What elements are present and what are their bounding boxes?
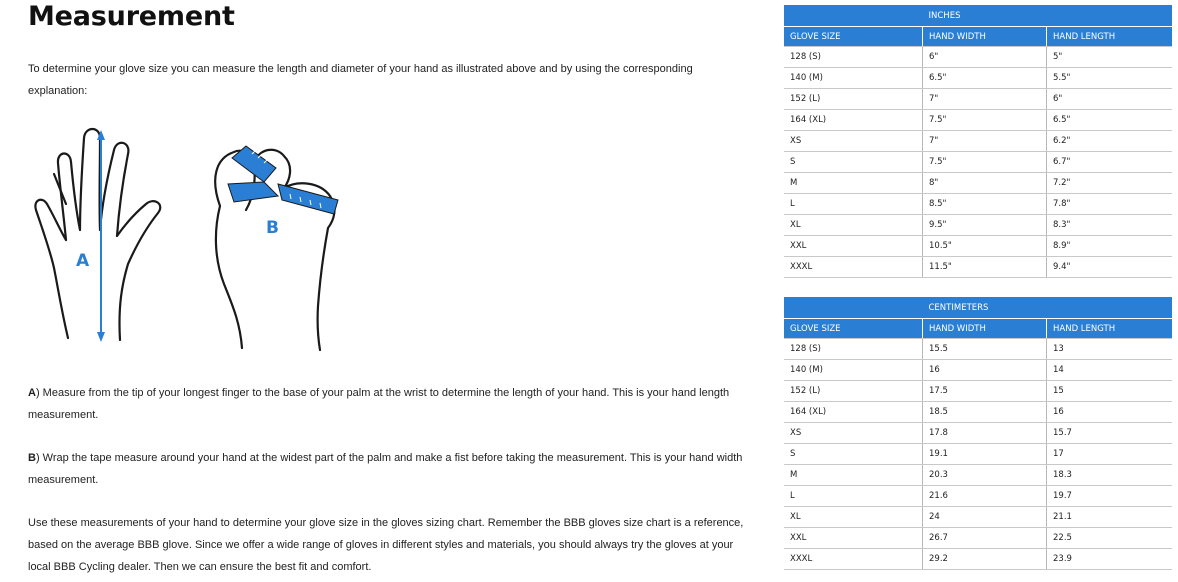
usage-note: Use these measurements of your hand to determine your glove size in the gloves sizing chart. Remember the BBB gloves size chart is a reference, based on the average BBB glove. Since we offer a wide range of gloves in different styles and materials, you should always try the gloves at your local BBB Cycling dealer. Then we can ensure the best fit and comfort. <box>28 517 744 573</box>
col-header-glove-size: GLOVE SIZE <box>784 319 923 339</box>
cell-size: XXXL <box>784 257 923 278</box>
cell-width: 10.5" <box>923 236 1047 257</box>
cell-width: 17.5 <box>923 381 1047 402</box>
col-header-hand-width: HAND WIDTH <box>923 319 1047 339</box>
cell-size: 128 (S) <box>784 47 923 68</box>
cell-size: L <box>784 194 923 215</box>
fist-icon <box>215 150 334 350</box>
cell-width: 16 <box>923 360 1047 381</box>
table-row <box>784 528 1172 549</box>
cell-width: 7.5" <box>923 110 1047 131</box>
cell-size: XS <box>784 131 923 152</box>
cell-width: 24 <box>923 507 1047 528</box>
table-row <box>784 173 1172 194</box>
cell-length: 15 <box>1047 381 1173 402</box>
table-row <box>784 507 1172 528</box>
cell-width: 15.5 <box>923 339 1047 360</box>
cell-width: 29.2 <box>923 549 1047 570</box>
cell-size: XL <box>784 507 923 528</box>
table-row <box>784 215 1172 236</box>
cell-width: 7" <box>923 131 1047 152</box>
cell-width: 7" <box>923 89 1047 110</box>
cell-width: 8" <box>923 173 1047 194</box>
cell-length: 18.3 <box>1047 465 1173 486</box>
cell-length: 14 <box>1047 360 1173 381</box>
table-row <box>784 194 1172 215</box>
unit-label-centimeters: CENTIMETERS <box>923 297 1047 319</box>
table-row <box>784 402 1172 423</box>
col-header-glove-size: GLOVE SIZE <box>784 27 923 47</box>
cell-size: S <box>784 444 923 465</box>
size-chart-centimeters <box>784 297 1172 570</box>
cell-size: XS <box>784 423 923 444</box>
cell-width: 20.3 <box>923 465 1047 486</box>
cell-length: 17 <box>1047 444 1173 465</box>
cell-length: 8.3" <box>1047 215 1173 236</box>
unit-label-inches: INCHES <box>923 5 1047 27</box>
cell-length: 7.2" <box>1047 173 1173 194</box>
header-row <box>784 319 1172 339</box>
length-arrow-icon <box>97 130 105 342</box>
cell-length: 15.7 <box>1047 423 1173 444</box>
cell-width: 8.5" <box>923 194 1047 215</box>
table-row <box>784 486 1172 507</box>
table-row <box>784 549 1172 570</box>
header-row <box>784 27 1172 47</box>
instruction-a <box>28 382 758 426</box>
cell-length: 6" <box>1047 89 1173 110</box>
cell-width: 26.7 <box>923 528 1047 549</box>
unit-row <box>784 5 1172 27</box>
cell-size: XXL <box>784 528 923 549</box>
cell-size: XXXL <box>784 549 923 570</box>
table-row <box>784 152 1172 173</box>
instruction-a-letter: A <box>28 387 36 399</box>
table-row <box>784 381 1172 402</box>
instruction-b <box>28 447 758 491</box>
table-row <box>784 110 1172 131</box>
cell-length: 6.5" <box>1047 110 1173 131</box>
cell-length: 5.5" <box>1047 68 1173 89</box>
table-row <box>784 465 1172 486</box>
cell-width: 7.5" <box>923 152 1047 173</box>
table-row <box>784 236 1172 257</box>
cell-size: S <box>784 152 923 173</box>
cell-width: 21.6 <box>923 486 1047 507</box>
cell-size: 140 (M) <box>784 360 923 381</box>
intro-text: To determine your glove size you can measure the length and diameter of your hand as illustrated above and by using the corresponding explanation: <box>28 63 693 97</box>
cell-size: 152 (L) <box>784 381 923 402</box>
table-row <box>784 360 1172 381</box>
cell-width: 19.1 <box>923 444 1047 465</box>
label-a: A <box>76 251 90 271</box>
cell-size: 164 (XL) <box>784 402 923 423</box>
size-chart-inches <box>784 5 1172 278</box>
col-header-hand-length: HAND LENGTH <box>1047 319 1173 339</box>
table-row <box>784 423 1172 444</box>
cell-length: 23.9 <box>1047 549 1173 570</box>
label-b: B <box>266 218 279 238</box>
cell-length: 19.7 <box>1047 486 1173 507</box>
table-row <box>784 444 1172 465</box>
cell-size: 128 (S) <box>784 339 923 360</box>
cell-length: 16 <box>1047 402 1173 423</box>
cell-length: 22.5 <box>1047 528 1173 549</box>
cell-size: 140 (M) <box>784 68 923 89</box>
cell-length: 6.2" <box>1047 131 1173 152</box>
cell-width: 17.8 <box>923 423 1047 444</box>
cell-width: 6.5" <box>923 68 1047 89</box>
unit-row <box>784 297 1172 319</box>
cell-width: 6" <box>923 47 1047 68</box>
page-title: Measurement <box>28 1 235 32</box>
table-row <box>784 131 1172 152</box>
table-row <box>784 257 1172 278</box>
cell-length: 5" <box>1047 47 1173 68</box>
cell-width: 18.5 <box>923 402 1047 423</box>
instruction-b-letter: B <box>28 452 36 464</box>
open-hand-icon <box>35 129 160 340</box>
cell-length: 13 <box>1047 339 1173 360</box>
cell-length: 21.1 <box>1047 507 1173 528</box>
cell-width: 11.5" <box>923 257 1047 278</box>
cell-length: 8.9" <box>1047 236 1173 257</box>
cell-size: 164 (XL) <box>784 110 923 131</box>
cell-size: 152 (L) <box>784 89 923 110</box>
cell-width: 9.5" <box>923 215 1047 236</box>
cell-size: L <box>784 486 923 507</box>
cell-size: M <box>784 465 923 486</box>
table-row <box>784 68 1172 89</box>
col-header-hand-length: HAND LENGTH <box>1047 27 1173 47</box>
cell-length: 7.8" <box>1047 194 1173 215</box>
hand-measurement-illustration <box>28 118 348 358</box>
cell-size: XL <box>784 215 923 236</box>
cell-length: 9.4" <box>1047 257 1173 278</box>
col-header-hand-width: HAND WIDTH <box>923 27 1047 47</box>
table-row <box>784 89 1172 110</box>
cell-size: XXL <box>784 236 923 257</box>
cell-length: 6.7" <box>1047 152 1173 173</box>
instruction-b-text: ) Wrap the tape measure around your hand at the widest part of the palm and make a fist before taking the measurement. This is your hand width measurement. <box>28 452 743 486</box>
cell-size: M <box>784 173 923 194</box>
instruction-a-text: ) Measure from the tip of your longest finger to the base of your palm at the wrist to determine the length of your hand. This is your hand length measurement. <box>28 387 730 421</box>
table-row <box>784 339 1172 360</box>
table-row <box>784 47 1172 68</box>
